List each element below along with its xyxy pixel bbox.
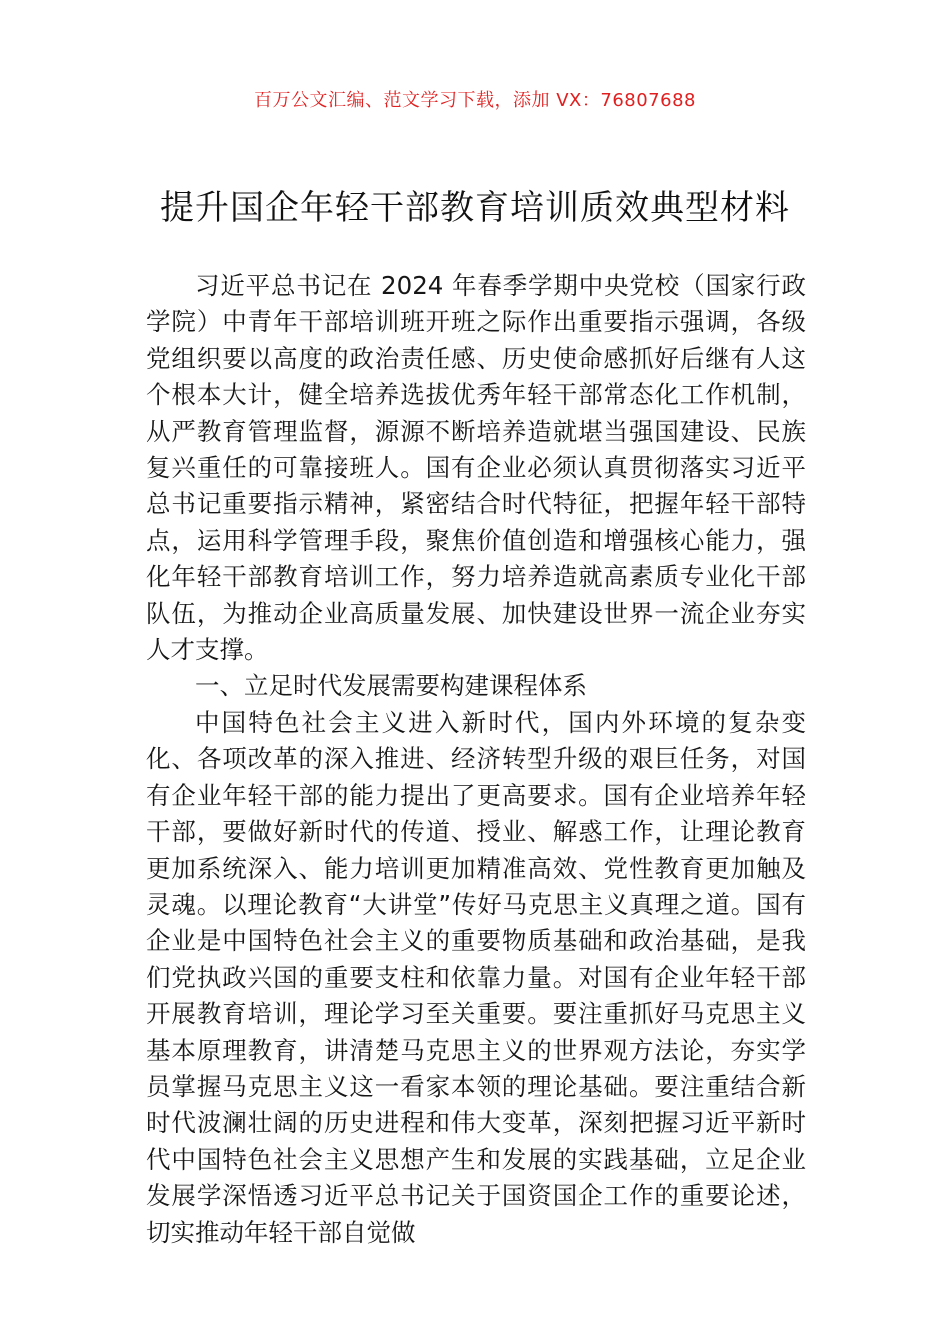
section-heading-1: 一、立足时代发展需要构建课程体系 <box>195 671 587 701</box>
document-body <box>146 268 806 1251</box>
watermark-banner: 百万公文汇编、范文学习下载，添加 VX：76807688 <box>254 90 696 111</box>
document-title: 提升国企年轻干部教育培训质效典型材料 <box>160 188 790 228</box>
paragraph-section-1: 中国特色社会主义进入新时代，国内外环境的复杂变化、各项改革的深入推进、经济转型升级的艰巨任务，对国有企业年轻干部的能力提出了更高要求。国有企业培养年轻干部，要做好新时代的传道、授业、解惑工作，让理论教育更加系统深入、能力培训更加精准高效、党性教育更加触及灵魂。以理论教育“大讲堂”传好马克思主义真理之道。国有企业是中国特色社会主义的重要物质基础和政治基础，是我们党执政兴国的重要支柱和依靠力量。对国有企业年轻干部开展教育培训，理论学习至关重要。要注重抓好马克思主义基本原理教育，讲清楚马克思主义的世界观方法论，夯实学员掌握马克思主义这一看家本领的理论基础。要注重结合新时代波澜壮阔的历史进程和伟大变革，深刻把握习近平新时代中国特色社会主义思想产生和发展的实践基础，立足企业发展学深悟透习近平总书记关于国资国企工作的重要论述，切实推动年轻干部自觉做 <box>146 707 806 1247</box>
paragraph-intro: 习近平总书记在 2024 年春季学期中央党校（国家行政学院）中青年干部培训班开班之际作出重要指示强调，各级党组织要以高度的政治责任感、历史使命感抓好后继有人这个根本大计，健全培养选拔优秀年轻干部常态化工作机制，从严教育管理监督，源源不断培养造就堪当强国建设、民族复兴重任的可靠接班人。国有企业必须认真贯彻落实习近平总书记重要指示精神，紧密结合时代特征，把握年轻干部特点，运用科学管理手段，聚焦价值创造和增强核心能力，强化年轻干部教育培训工作，努力培养造就高素质专业化干部队伍，为推动企业高质量发展、加快建设世界一流企业夯实人才支撑。 <box>146 271 806 665</box>
